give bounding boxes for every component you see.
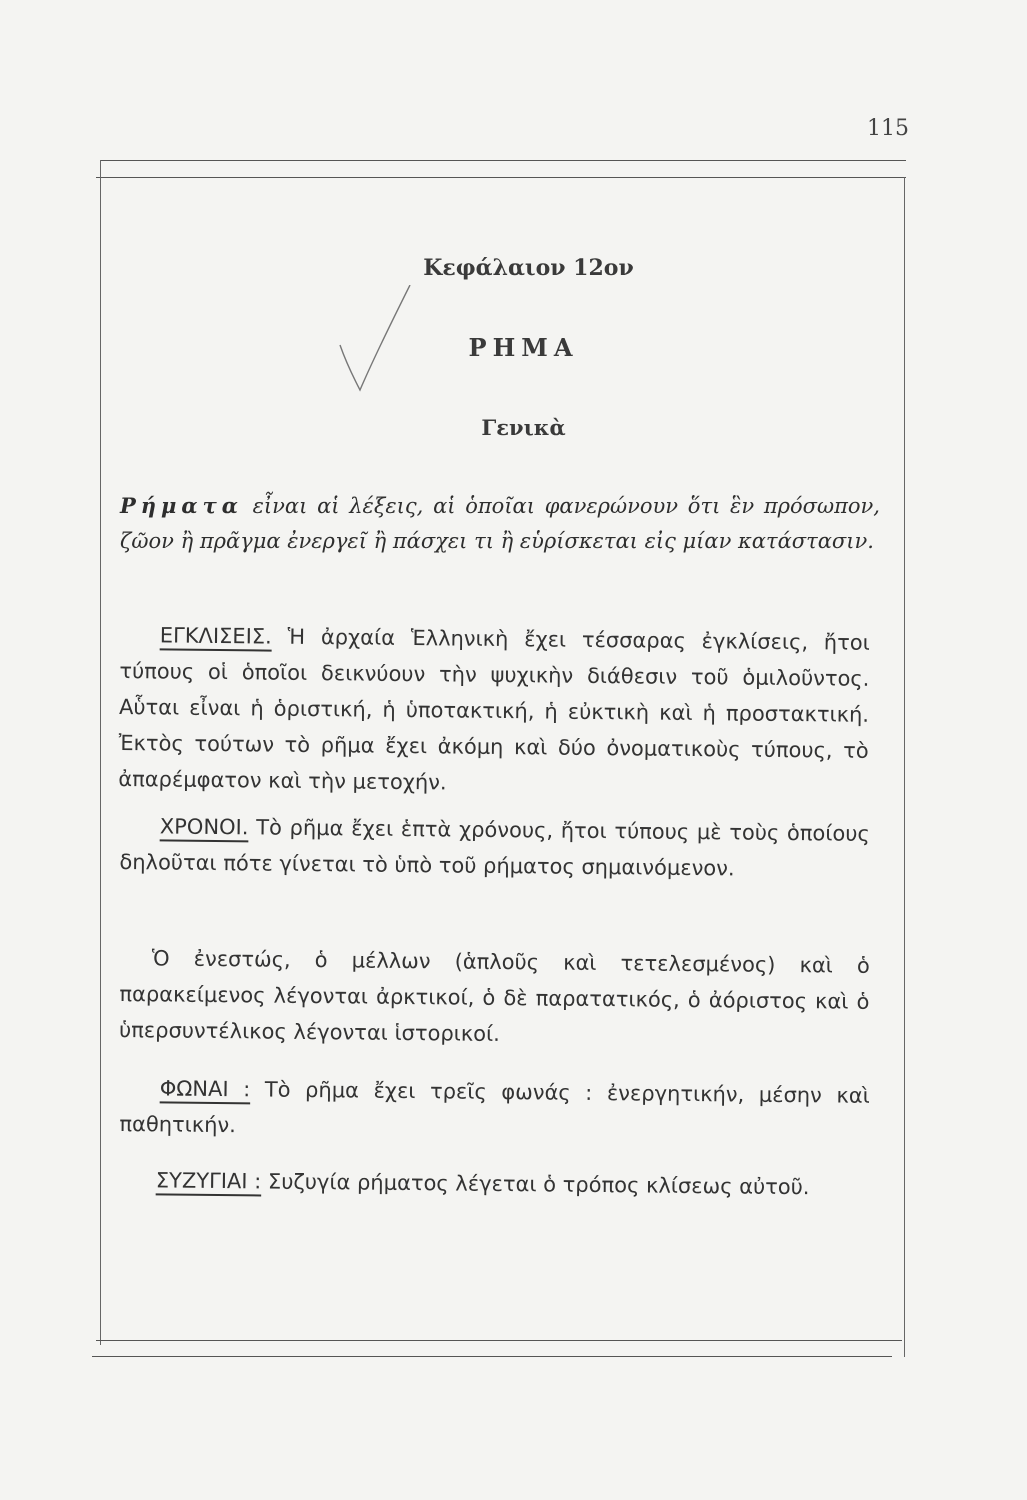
paragraph-heading: ΣΥΖΥΓΙΑΙ :: [155, 1168, 262, 1194]
paragraph-tenses: [119, 940, 870, 1056]
intro-paragraph: [120, 488, 880, 559]
intro-lead-word: Ρήματα: [120, 493, 243, 518]
paragraph-heading: ΧΡΟΝΟΙ.: [159, 814, 249, 840]
frame-bottom-rule-inner: [92, 1356, 892, 1357]
chapter-heading: Κεφάλαιον 12ον: [423, 255, 634, 281]
paragraph-heading: ΦΩΝΑΙ :: [159, 1076, 251, 1102]
paragraph-text: Τὸ ρῆμα ἔχει ἑπτὰ χρόνους, ἤτοι τύπους μὲ τοὺς ὁποίους δηλοῦται πότε γίνεται τὸ ὑπὸ τοῦ ρήματος σημαινόμενον.: [119, 815, 870, 881]
paragraph-syzygiai: [120, 1162, 870, 1206]
section-subtitle: Γενικὰ: [481, 415, 566, 440]
paragraph-chronoi: [119, 808, 870, 888]
paragraph-text: Τὸ ρῆμα ἔχει τρεῖς φωνάς : ἐνεργητικήν, μέσην καὶ παθητικήν.: [119, 1077, 870, 1138]
paragraph-text: Συζυγία ρήματος λέγεται ὁ τρόπος κλίσεως αὐτοῦ.: [267, 1169, 810, 1200]
paragraph-egkliseis: [118, 617, 870, 805]
frame-bottom-rule: [96, 1340, 902, 1341]
page-number: 115: [867, 116, 909, 141]
frame-top-rule-inner: [96, 177, 906, 178]
page-title: ΡΗΜΑ: [468, 333, 579, 362]
intro-text: εἶναι αἱ λέξεις, αἱ ὁποῖαι φανερώνουν ὅτι ἓν πρόσωπον, ζῶον ἢ πρᾶγμα ἐνεργεῖ ἢ πάσχει τι ἢ εὑρίσκεται εἰς μίαν κατάστασιν.: [120, 494, 880, 553]
paragraph-text: Ὁ ἐνεστώς, ὁ μέλλων (ἁπλοῦς καὶ τετελεσμένος) καὶ ὁ παρακείμενος λέγονται ἀρκτικοί, ὁ δὲ παρατατικός, ὁ ἀόριστος καὶ ὁ ὑπερσυντέλικος λέγονται ἱστορικοί.: [118, 946, 870, 1046]
frame-top-rule: [100, 160, 906, 161]
paragraph-heading: ΕΓΚΛΙΣΕΙΣ.: [159, 623, 272, 649]
paragraph-text: Ἡ ἀρχαία Ἑλληνικὴ ἔχει τέσσαρας ἐγκλίσεις, ἤτοι τύπους οἱ ὁποῖοι δεικνύουν τὴν ψυχικὴν διάθεσιν τοῦ ὁμιλοῦντος. Αὗται εἶναι ἡ ὁριστική, ἡ ὑποτακτική, ἡ εὐκτικὴ καὶ ἡ προστακτική. Ἐκτὸς τούτων τὸ ρῆμα ἔχει ἀκόμη καὶ δύο ὀνοματικοὺς τύπους, τὸ ἀπαρέμφατον καὶ τὴν μετοχήν.: [118, 624, 870, 795]
paragraph-fonai: [119, 1070, 870, 1150]
